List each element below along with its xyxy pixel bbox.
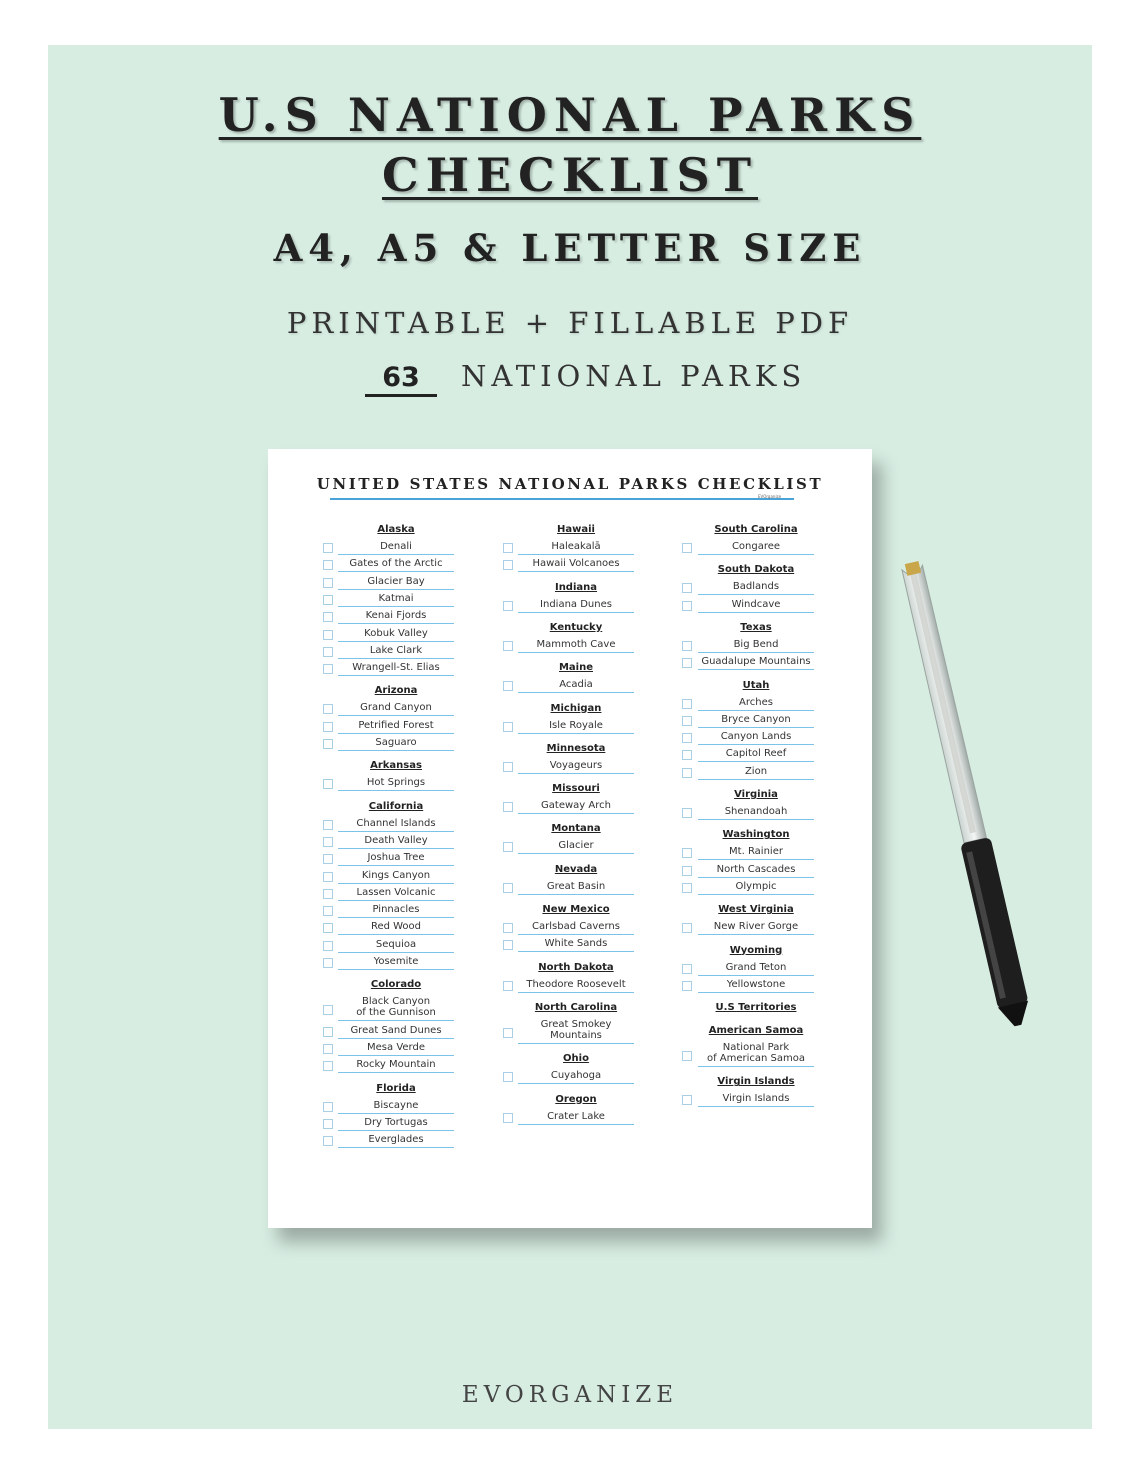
park-item: Petrified Forest: [338, 720, 454, 734]
state-heading: Arizona: [374, 685, 418, 697]
park-item: Great Basin: [518, 881, 634, 895]
state-heading: Kentucky: [549, 621, 603, 633]
park-item: Denali: [338, 541, 454, 555]
state-heading: Indiana: [554, 581, 598, 593]
park-item: Lake Clark: [338, 645, 454, 659]
park-item: Congaree: [698, 541, 814, 555]
park-item: Badlands: [698, 581, 814, 595]
park-item: Black Canyon of the Gunnison: [338, 996, 454, 1021]
state-heading: West Virginia: [718, 904, 794, 916]
state-heading: Wyoming: [729, 944, 783, 956]
park-item: Gates of the Arctic: [338, 558, 454, 572]
park-item: White Sands: [518, 938, 634, 952]
park-count: 63: [365, 362, 437, 397]
park-item: New River Gorge: [698, 921, 814, 935]
park-item: Isle Royale: [518, 720, 634, 734]
park-item: Hawaii Volcanoes: [518, 558, 634, 572]
state-heading: Washington: [722, 829, 790, 841]
park-item: Capitol Reef: [698, 748, 814, 762]
park-item: Cuyahoga: [518, 1070, 634, 1084]
park-item: Canyon Lands: [698, 731, 814, 745]
park-item: Big Bend: [698, 639, 814, 653]
state-heading: Alaska: [377, 524, 415, 535]
state-heading: Ohio: [563, 1053, 589, 1065]
park-item: Hot Springs: [338, 777, 454, 791]
state-heading: Texas: [740, 621, 772, 633]
park-item: Dry Tortugas: [338, 1117, 454, 1131]
park-item: Wrangell-St. Elias: [338, 662, 454, 676]
state-heading: Michigan: [550, 702, 602, 714]
park-item: Sequioa: [338, 939, 454, 953]
park-item: National Park of American Samoa: [698, 1042, 814, 1067]
park-item: Rocky Mountain: [338, 1059, 454, 1073]
state-heading: Arkansas: [370, 760, 422, 772]
state-heading: Florida: [376, 1082, 416, 1094]
park-item: North Cascades: [698, 864, 814, 878]
park-item: Mesa Verde: [338, 1042, 454, 1056]
park-item: Haleakalā: [518, 541, 634, 555]
park-item: Kobuk Valley: [338, 628, 454, 642]
park-item: Great Smokey Mountains: [518, 1019, 634, 1044]
park-item: Joshua Tree: [338, 852, 454, 866]
park-item: Carlsbad Caverns: [518, 921, 634, 935]
park-item: Mt. Rainier: [698, 846, 814, 860]
state-heading: South Dakota: [717, 564, 795, 576]
park-item: Gateway Arch: [518, 800, 634, 814]
state-heading: Oregon: [555, 1093, 597, 1105]
state-heading: Utah: [742, 679, 770, 691]
park-item: Grand Teton: [698, 962, 814, 976]
park-item: Virgin Islands: [698, 1093, 814, 1107]
park-item: Bryce Canyon: [698, 714, 814, 728]
sheet-title: UNITED STATES NATIONAL PARKS CHECKLIST: [316, 475, 824, 493]
park-item: Everglades: [338, 1134, 454, 1148]
park-item: Acadia: [518, 679, 634, 693]
state-heading: North Carolina: [534, 1001, 618, 1013]
park-item: Indiana Dunes: [518, 599, 634, 613]
park-item: Glacier Bay: [338, 576, 454, 590]
state-heading: Virginia: [734, 789, 778, 800]
park-item: Kenai Fjords: [338, 610, 454, 624]
state-heading: Minnesota: [546, 742, 606, 754]
park-item: Shenandoah: [698, 806, 814, 820]
state-heading: North Dakota: [538, 961, 614, 973]
park-item: Yellowstone: [698, 979, 814, 993]
park-item: Arches: [698, 697, 814, 711]
park-item: Olympic: [698, 881, 814, 895]
park-item: Kings Canyon: [338, 870, 454, 884]
park-item: Biscayne: [338, 1100, 454, 1114]
park-count-label: NATIONAL PARKS: [461, 359, 807, 393]
park-item: Windcave: [698, 599, 814, 613]
park-item: Mammoth Cave: [518, 639, 634, 653]
paper-sizes-subtitle: A4, A5 & LETTER SIZE: [273, 226, 867, 270]
state-heading: Maine: [558, 662, 594, 674]
park-item: Katmai: [338, 593, 454, 607]
state-heading: Hawaii: [557, 524, 595, 535]
main-title-line-1: U.S NATIONAL PARKS: [218, 88, 922, 142]
state-heading: Montana: [551, 823, 601, 835]
state-heading: U.S Territories: [715, 1002, 797, 1014]
state-heading: Virgin Islands: [717, 1076, 795, 1088]
park-item: Pinnacles: [338, 904, 454, 918]
format-subtitle: PRINTABLE + FILLABLE PDF: [286, 306, 854, 340]
park-item: Yosemite: [338, 956, 454, 970]
brand-footer: EVORGANIZE: [461, 1382, 679, 1408]
state-heading: Colorado: [370, 979, 422, 991]
park-item: Lassen Volcanic: [338, 887, 454, 901]
park-item: Saguaro: [338, 737, 454, 751]
main-title-line-2: CHECKLIST: [381, 148, 759, 202]
park-item: Red Wood: [338, 921, 454, 935]
state-heading: American Samoa: [708, 1025, 804, 1037]
park-item: Voyageurs: [518, 760, 634, 774]
park-item: Theodore Roosevelt: [518, 979, 634, 993]
sheet-tag: EVOrganize: [758, 494, 782, 499]
park-item: Grand Canyon: [338, 702, 454, 716]
state-heading: California: [368, 800, 424, 812]
park-item: Crater Lake: [518, 1111, 634, 1125]
state-heading: Missouri: [552, 783, 600, 795]
state-heading: South Carolina: [714, 524, 798, 535]
park-item: Guadalupe Mountains: [698, 656, 814, 670]
park-item: Great Sand Dunes: [338, 1025, 454, 1039]
park-item: Zion: [698, 766, 814, 780]
park-item: Channel Islands: [338, 818, 454, 832]
park-item: Glacier: [518, 840, 634, 854]
state-heading: Nevada: [554, 863, 598, 875]
state-heading: New Mexico: [542, 904, 610, 915]
park-item: Death Valley: [338, 835, 454, 849]
